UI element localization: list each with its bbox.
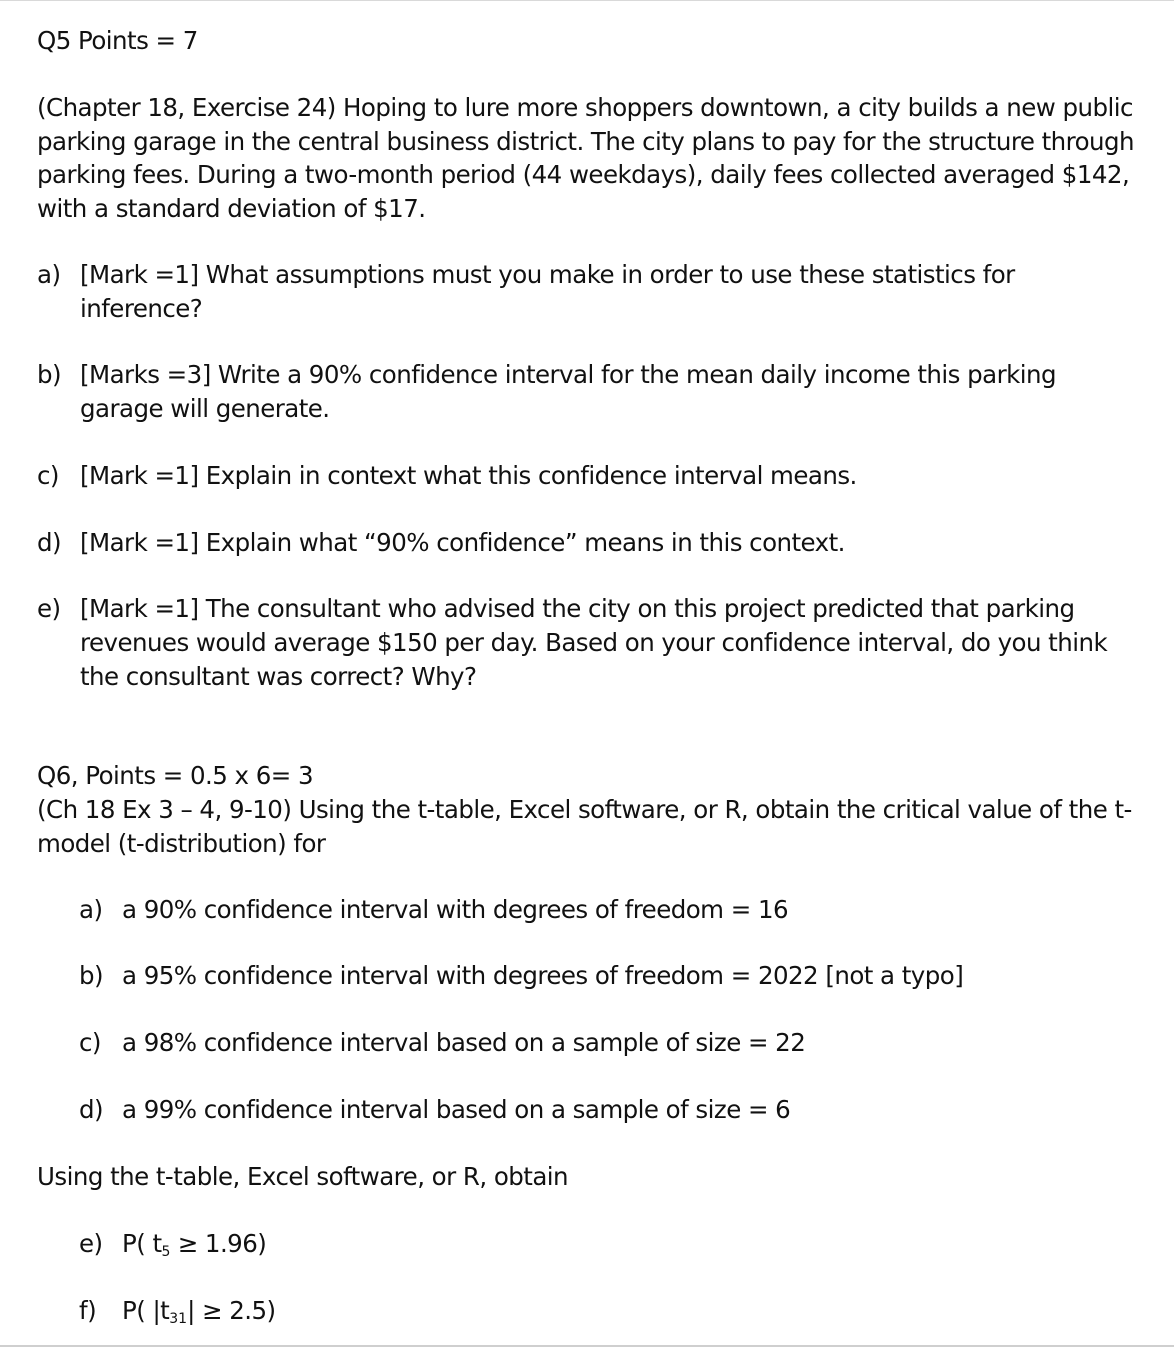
q6-item-a-text: a 90% confidence interval with degrees of freedom = 16 [122, 895, 789, 924]
q5-item-c-label: c) [37, 461, 59, 490]
q6-item-e-subscript: 5 [161, 1244, 171, 1260]
q6-item-b-text: a 95% confidence interval with degrees of freedom = 2022 [not a typo] [122, 961, 964, 990]
q6-item-c [79, 1026, 1079, 1060]
q5-item-b [37, 358, 1137, 426]
bottom-border [0, 1345, 1174, 1347]
q6-item-d [79, 1093, 1079, 1127]
q5-item-b-label: b) [37, 360, 62, 389]
q6-item-c-label: c) [79, 1028, 101, 1057]
q5-item-d-label: d) [37, 528, 62, 557]
q6-item-e-label: e) [79, 1229, 103, 1258]
q6-obtain-line: Using the t-table, Excel software, or R, obtain [37, 1162, 569, 1191]
q6-item-a-label: a) [79, 895, 103, 924]
q5-item-e-text: [Mark =1] The consultant who advised the city on this project predicted that parking revenues would average $150 per day. Based on your confidence interval, do you think the consultant was correct? Why? [80, 594, 1108, 691]
q6-header: Q6, Points = 0.5 x 6= 3 [37, 761, 314, 790]
q5-item-a-text: [Mark =1] What assumptions must you make in order to use these statistics for inference? [80, 260, 1015, 323]
q5-item-c [37, 459, 1137, 493]
q5-header: Q5 Points = 7 [37, 26, 198, 55]
q6-item-d-text: a 99% confidence interval based on a sample of size = 6 [122, 1095, 791, 1124]
q6-item-b-label: b) [79, 961, 104, 990]
q6-item-e-text [122, 1227, 1079, 1265]
q6-item-a [79, 893, 1079, 927]
q6-item-c-text: a 98% confidence interval based on a sample of size = 22 [122, 1028, 806, 1057]
q6-item-e-prefix: P( t [122, 1229, 162, 1258]
q6-item-e-suffix: ≥ 1.96) [170, 1229, 267, 1258]
q6-item-f-prefix: P( |t [122, 1296, 170, 1325]
q5-item-e [37, 592, 1137, 694]
q6-intro-paragraph: (Ch 18 Ex 3 – 4, 9-10) Using the t-table, Excel software, or R, obtain the critical value of the t-model (t-distribution) for [37, 795, 1132, 858]
q5-item-b-text: [Marks =3] Write a 90% confidence interval for the mean daily income this parking garage will generate. [80, 360, 1056, 423]
q5-item-c-text: [Mark =1] Explain in context what this confidence interval means. [80, 461, 857, 490]
q6-item-f-suffix: | ≥ 2.5) [187, 1296, 276, 1325]
q6-item-d-label: d) [79, 1095, 104, 1124]
q6-item-b [79, 959, 1079, 993]
q6-item-f [79, 1294, 1079, 1332]
q5-item-a [37, 258, 1137, 326]
q5-item-a-label: a) [37, 260, 61, 289]
q5-item-e-label: e) [37, 594, 61, 623]
q6-item-e [79, 1227, 1079, 1265]
q5-item-d [37, 526, 1137, 560]
q5-intro-paragraph: (Chapter 18, Exercise 24) Hoping to lure more shoppers downtown, a city builds a new public parking garage in the central business district. The city plans to pay for the structure through parking fees. During a two-month period (44 weekdays), daily fees collected averaged $142, with a standard deviation of $17. [37, 93, 1134, 223]
q6-item-f-text [122, 1294, 1079, 1332]
q6-item-f-label: f) [79, 1296, 97, 1325]
q6-item-f-subscript: 31 [169, 1311, 188, 1327]
q5-item-d-text: [Mark =1] Explain what “90% confidence” means in this context. [80, 528, 845, 557]
